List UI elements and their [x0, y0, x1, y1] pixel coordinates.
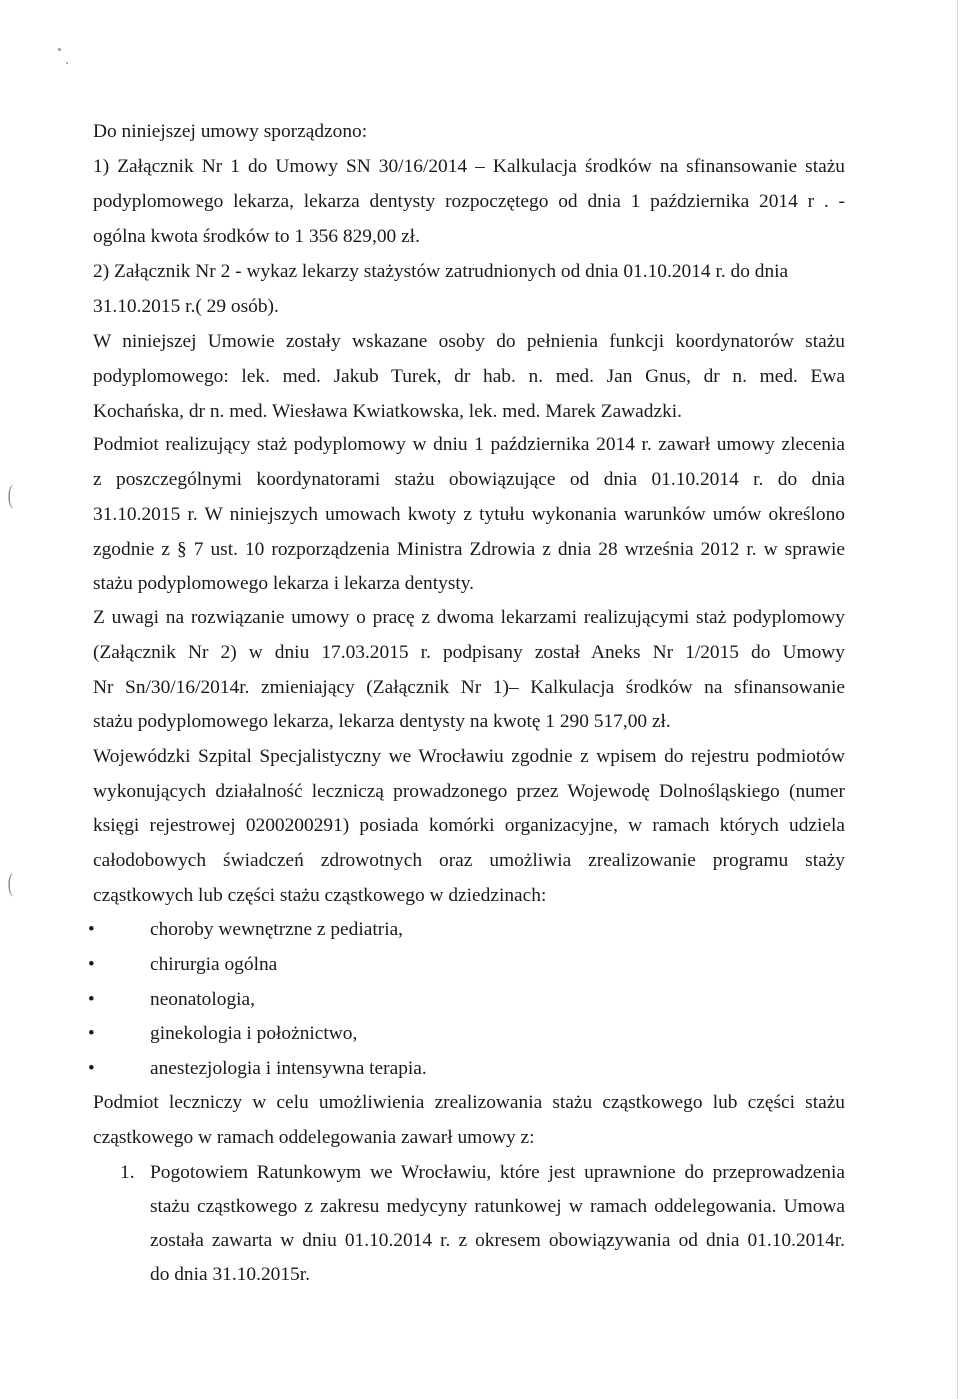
paragraph-line: Wojewódzki Szpital Specjalistyczny we Wrocławiu zgodnie z wpisem do rejestru podmiotów [93, 746, 845, 767]
margin-mark: ( [7, 868, 13, 897]
bullet-marker: • [88, 989, 95, 1010]
paragraph-line: podyplomowego lekarza, lekarza dentysty rozpoczętego od dnia 1 października 2014 r . - [93, 191, 845, 212]
numbered-item-line: do dnia 31.10.2015r. [150, 1264, 310, 1285]
numbered-item-line: Pogotowiem Ratunkowym we Wrocławiu, które jest uprawnione do przeprowadzenia [150, 1162, 845, 1183]
paragraph-line: zgodnie z § 7 ust. 10 rozporządzenia Ministra Zdrowia z dnia 28 września 2012 r. w sprawie [93, 539, 845, 560]
intro-line: Do niniejszej umowy sporządzono: [93, 121, 368, 142]
paragraph-line: całodobowych świadczeń zdrowotnych oraz umożliwia zrealizowanie programu staży [93, 850, 845, 871]
list-item: ginekologia i położnictwo, [150, 1023, 358, 1044]
paragraph-line: z poszczególnymi koordynatorami stażu obowiązujące od dnia 01.10.2014 r. do dnia [93, 469, 845, 490]
paragraph-line: księgi rejestrowej 0200200291) posiada komórki organizacyjne, w ramach których udziela [93, 815, 845, 836]
margin-mark: ( [7, 480, 13, 509]
list-item: chirurgia ogólna [150, 954, 278, 975]
bullet-marker: • [88, 1058, 95, 1079]
paragraph-line: ogólna kwota środków to 1 356 829,00 zł. [93, 226, 420, 247]
paragraph-line: W niniejszej Umowie zostały wskazane osoby do pełnienia funkcji koordynatorów stażu [93, 331, 845, 352]
bullet-marker: • [88, 1023, 95, 1044]
paragraph-line: podyplomowego: lek. med. Jakub Turek, dr hab. n. med. Jan Gnus, dr n. med. Ewa [93, 366, 845, 387]
paragraph-line: Podmiot leczniczy w celu umożliwienia zrealizowania stażu cząstkowego lub części stażu [93, 1092, 845, 1113]
paragraph-line: stażu podyplomowego lekarza i lekarza dentysty. [93, 573, 475, 594]
paragraph-line: cząstkowego w ramach oddelegowania zawarł umowy z: [93, 1127, 535, 1148]
list-item: neonatologia, [150, 989, 256, 1010]
paragraph-line: 2) Załącznik Nr 2 - wykaz lekarzy stażystów zatrudnionych od dnia 01.10.2014 r. do dnia [93, 261, 789, 282]
bullet-marker: • [88, 954, 95, 975]
paragraph-line: 31.10.2015 r.( 29 osób). [93, 296, 279, 317]
bullet-marker: • [88, 919, 95, 940]
scan-speck [58, 48, 61, 51]
paragraph-line: 31.10.2015 r. W niniejszych umowach kwoty z tytułu wykonania warunków umów określono [93, 504, 845, 525]
list-item: choroby wewnętrzne z pediatria, [150, 919, 404, 940]
list-item: anestezjologia i intensywna terapia. [150, 1058, 427, 1079]
paragraph-line: (Załącznik Nr 2) w dniu 17.03.2015 r. podpisany został Aneks Nr 1/2015 do Umowy [93, 642, 845, 663]
numbered-item-line: stażu cząstkowego z zakresu medycyny ratunkowej w ramach oddelegowania. Umowa [150, 1196, 845, 1217]
paragraph-line: Nr Sn/30/16/2014r. zmieniający (Załącznik Nr 1)– Kalkulacja środków na sfinansowanie [93, 677, 845, 698]
list-number: 1. [120, 1162, 135, 1183]
paragraph-line: stażu podyplomowego lekarza, lekarza dentysty na kwotę 1 290 517,00 zł. [93, 711, 671, 732]
numbered-item-line: została zawarta w dniu 01.10.2014 r. z okresem obowiązywania od dnia 01.10.2014r. [150, 1230, 845, 1251]
scan-edge [957, 0, 958, 1399]
paragraph-line: 1) Załącznik Nr 1 do Umowy SN 30/16/2014 – Kalkulacja środków na sfinansowanie stażu [93, 156, 845, 177]
paragraph-line: Z uwagi na rozwiązanie umowy o pracę z dwoma lekarzami realizującymi staż podyplomowy [93, 607, 845, 628]
paragraph-line: cząstkowych lub części stażu cząstkowego w dziedzinach: [93, 885, 547, 906]
paragraph-line: wykonujących działalność leczniczą prowadzonego przez Wojewodę Dolnośląskiego (numer [93, 781, 845, 802]
scan-speck [66, 62, 68, 64]
paragraph-line: Podmiot realizujący staż podyplomowy w dniu 1 października 2014 r. zawarł umowy zlecenia [93, 434, 845, 455]
paragraph-line: Kochańska, dr n. med. Wiesława Kwiatkowska, lek. med. Marek Zawadzki. [93, 401, 683, 422]
